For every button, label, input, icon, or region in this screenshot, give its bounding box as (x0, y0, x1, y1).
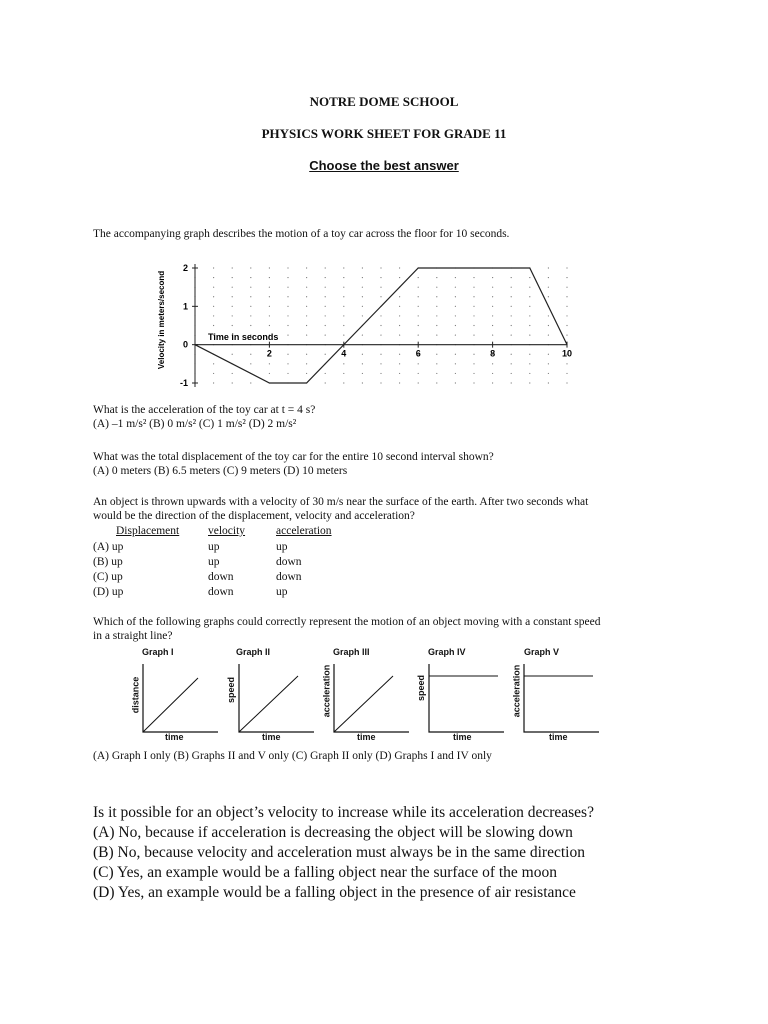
chart-grid-dot (269, 287, 270, 288)
chart-grid-dot (380, 287, 381, 288)
velocity-time-chart (150, 250, 590, 405)
chart-grid-dot (287, 325, 288, 326)
chart-grid-dot (232, 306, 233, 307)
chart-grid-dot (287, 296, 288, 297)
chart-grid-dot (418, 315, 419, 316)
chart-grid-dot (250, 296, 251, 297)
chart-grid-dot (529, 296, 530, 297)
chart-grid-dot (343, 296, 344, 297)
chart-grid-dot (213, 373, 214, 374)
chart-grid-dot (529, 325, 530, 326)
chart-grid-dot (418, 363, 419, 364)
chart-grid-dot (473, 325, 474, 326)
chart-y-tick-label: 2 (182, 263, 188, 273)
chart-grid-dot (566, 277, 567, 278)
q2-row-d-disp: (D) up (93, 586, 124, 598)
chart-grid-dot (548, 296, 549, 297)
chart-grid-dot (492, 296, 493, 297)
chart-grid-dot (529, 287, 530, 288)
chart-grid-dot (306, 277, 307, 278)
chart-grid-dot (213, 287, 214, 288)
chart-grid-dot (250, 287, 251, 288)
chart-y-tick-label: 0 (182, 339, 188, 350)
chart-grid-dot (362, 267, 363, 268)
graph-5-plot (521, 662, 601, 734)
chart-grid-dot (380, 373, 381, 374)
chart-grid-dot (232, 277, 233, 278)
chart-grid-dot (455, 287, 456, 288)
chart-grid-dot (511, 315, 512, 316)
q2-question-line1: An object is thrown upwards with a velocity of 30 m/s near the surface of the earth. After two seconds what (93, 496, 589, 508)
chart-grid-dot (213, 325, 214, 326)
chart-grid-dot (492, 382, 493, 383)
chart-grid-dot (380, 325, 381, 326)
chart-grid-dot (306, 296, 307, 297)
chart-grid-dot (399, 267, 400, 268)
chart-x-tick-label: 10 (561, 348, 573, 359)
chart-grid-dot (492, 325, 493, 326)
chart-grid-dot (436, 315, 437, 316)
chart-grid-dot (269, 296, 270, 297)
chart-grid-dot (232, 315, 233, 316)
chart-grid-dot (548, 325, 549, 326)
chart-grid-dot (473, 287, 474, 288)
chart-grid-dot (566, 306, 567, 307)
chart-grid-dot (492, 363, 493, 364)
q3-question-line2: in a straight line? (93, 630, 173, 642)
chart-grid-dot (213, 277, 214, 278)
chart-grid-dot (250, 325, 251, 326)
chart-grid-dot (343, 277, 344, 278)
chart-grid-dot (473, 382, 474, 383)
chart-grid-dot (529, 334, 530, 335)
q1a-question: What is the acceleration of the toy car at t = 4 s? (93, 404, 316, 416)
chart-grid-dot (566, 334, 567, 335)
chart-grid-dot (529, 277, 530, 278)
chart-grid-dot (343, 315, 344, 316)
chart-grid-dot (492, 287, 493, 288)
chart-grid-dot (473, 315, 474, 316)
q3-question-line1: Which of the following graphs could correctly represent the motion of an object moving with a constant speed (93, 616, 601, 628)
chart-grid-dot (287, 287, 288, 288)
chart-grid-dot (287, 373, 288, 374)
chart-grid-dot (399, 296, 400, 297)
chart-grid-dot (362, 287, 363, 288)
chart-grid-dot (306, 306, 307, 307)
q2-header-displacement: Displacement (116, 525, 180, 537)
chart-grid-dot (380, 296, 381, 297)
chart-grid-dot (343, 363, 344, 364)
chart-grid-dot (325, 315, 326, 316)
q3-options: (A) Graph I only (B) Graphs II and V only (C) Graph II only (D) Graphs I and IV only (93, 750, 492, 762)
chart-grid-dot (548, 315, 549, 316)
chart-grid-dot (492, 334, 493, 335)
chart-grid-dot (511, 296, 512, 297)
chart-grid-dot (287, 315, 288, 316)
chart-grid-dot (380, 315, 381, 316)
chart-grid-dot (473, 296, 474, 297)
chart-grid-dot (455, 296, 456, 297)
chart-grid-dot (213, 363, 214, 364)
chart-grid-dot (250, 354, 251, 355)
chart-grid-dot (362, 363, 363, 364)
graph-5-title: Graph V (524, 647, 560, 657)
chart-x-tick-label: 8 (490, 348, 496, 359)
chart-grid-dot (418, 334, 419, 335)
chart-grid-dot (362, 334, 363, 335)
chart-grid-dot (548, 382, 549, 383)
chart-grid-dot (492, 315, 493, 316)
chart-grid-dot (399, 354, 400, 355)
q1-intro: The accompanying graph describes the motion of a toy car across the floor for 10 seconds. (93, 228, 510, 240)
chart-grid-dot (232, 296, 233, 297)
chart-grid-dot (306, 373, 307, 374)
chart-grid-dot (250, 267, 251, 268)
chart-grid-dot (566, 373, 567, 374)
chart-grid-dot (566, 363, 567, 364)
chart-grid-dot (306, 325, 307, 326)
graph-2-plot (236, 662, 316, 734)
chart-grid-dot (399, 382, 400, 383)
chart-x-tick-label: 2 (266, 348, 272, 359)
q2-row-a-vel: up (208, 541, 220, 553)
chart-grid-dot (399, 373, 400, 374)
graph-4-title: Graph IV (428, 647, 466, 657)
graph-3-title: Graph III (333, 647, 370, 657)
q2-row-c-disp: (C) up (93, 571, 123, 583)
chart-grid-dot (343, 325, 344, 326)
chart-grid-dot (362, 382, 363, 383)
school-name: NOTRE DOME SCHOOL (309, 94, 459, 109)
chart-grid-dot (473, 277, 474, 278)
graph-3-x-label: time (357, 732, 376, 742)
chart-grid-dot (548, 334, 549, 335)
chart-grid-dot (492, 277, 493, 278)
graph-4-y-label: speed (416, 674, 427, 702)
chart-grid-dot (325, 296, 326, 297)
q2-row-b-vel: up (208, 556, 220, 568)
chart-grid-dot (380, 354, 381, 355)
chart-grid-dot (362, 306, 363, 307)
velocity-time-chart-svg (150, 250, 590, 400)
graph-1-x-label: time (165, 732, 184, 742)
chart-grid-dot (250, 315, 251, 316)
chart-grid-dot (232, 325, 233, 326)
chart-grid-dot (455, 277, 456, 278)
chart-grid-dot (399, 363, 400, 364)
chart-grid-dot (399, 325, 400, 326)
chart-grid-dot (380, 277, 381, 278)
chart-grid-dot (436, 334, 437, 335)
q4-option-a: (A) No, because if acceleration is decreasing the object will be slowing down (93, 824, 573, 841)
chart-grid-dot (362, 296, 363, 297)
chart-grid-dot (362, 354, 363, 355)
chart-grid-dot (213, 382, 214, 383)
chart-grid-dot (436, 296, 437, 297)
chart-grid-dot (548, 363, 549, 364)
chart-grid-dot (529, 373, 530, 374)
chart-grid-dot (548, 354, 549, 355)
chart-grid-dot (269, 325, 270, 326)
chart-grid-dot (306, 334, 307, 335)
chart-grid-dot (436, 373, 437, 374)
chart-grid-dot (380, 334, 381, 335)
chart-grid-dot (511, 354, 512, 355)
graph-4-plot (426, 662, 506, 734)
q2-question-line2: would be the direction of the displacement, velocity and acceleration? (93, 510, 415, 522)
chart-grid-dot (511, 334, 512, 335)
chart-grid-dot (213, 267, 214, 268)
chart-grid-dot (436, 325, 437, 326)
chart-grid-dot (399, 315, 400, 316)
chart-y-axis-label: Velocity in meters/second (157, 270, 166, 370)
chart-grid-dot (343, 267, 344, 268)
chart-grid-dot (548, 267, 549, 268)
chart-grid-dot (473, 334, 474, 335)
chart-grid-dot (455, 382, 456, 383)
chart-grid-dot (399, 306, 400, 307)
chart-grid-dot (473, 306, 474, 307)
q2-row-d-vel: down (208, 586, 234, 598)
chart-grid-dot (529, 306, 530, 307)
chart-grid-dot (511, 325, 512, 326)
graph-2-title: Graph II (236, 647, 271, 657)
graph-2-x-label: time (262, 732, 281, 742)
chart-grid-dot (287, 354, 288, 355)
chart-grid-dot (436, 287, 437, 288)
chart-grid-dot (343, 334, 344, 335)
chart-grid-dot (232, 267, 233, 268)
chart-grid-dot (455, 334, 456, 335)
chart-grid-dot (548, 373, 549, 374)
chart-grid-dot (269, 277, 270, 278)
chart-grid-dot (418, 287, 419, 288)
chart-grid-dot (250, 363, 251, 364)
chart-grid-dot (269, 363, 270, 364)
chart-grid-dot (325, 354, 326, 355)
chart-x-axis-label: Time in seconds (208, 332, 279, 342)
q1b-options: (A) 0 meters (B) 6.5 meters (C) 9 meters (D) 10 meters (93, 465, 348, 477)
chart-grid-dot (287, 277, 288, 278)
chart-grid-dot (473, 373, 474, 374)
chart-grid-dot (325, 382, 326, 383)
chart-grid-dot (325, 325, 326, 326)
q2-header-velocity: velocity (208, 525, 246, 537)
graph-3-plot (331, 662, 411, 734)
chart-grid-dot (343, 382, 344, 383)
chart-grid-dot (418, 382, 419, 383)
q1a-options: (A) –1 m/s² (B) 0 m/s² (C) 1 m/s² (D) 2 m/s² (93, 418, 297, 430)
chart-y-tick-label: 1 (182, 301, 188, 312)
chart-grid-dot (455, 306, 456, 307)
chart-grid-dot (418, 296, 419, 297)
chart-grid-dot (529, 382, 530, 383)
chart-grid-dot (418, 277, 419, 278)
chart-grid-dot (455, 325, 456, 326)
q2-header-acceleration: acceleration (276, 525, 332, 537)
chart-grid-dot (306, 363, 307, 364)
chart-grid-dot (455, 363, 456, 364)
chart-grid-dot (436, 277, 437, 278)
chart-y-tick-label: -1 (179, 378, 188, 388)
chart-grid-dot (473, 354, 474, 355)
chart-grid-dot (436, 306, 437, 307)
chart-grid-dot (511, 277, 512, 278)
chart-x-tick-label: 6 (415, 348, 421, 359)
chart-grid-dot (325, 306, 326, 307)
chart-grid-dot (362, 277, 363, 278)
chart-grid-dot (269, 315, 270, 316)
graph-5-y-label: acceleration (511, 664, 522, 718)
chart-grid-dot (436, 363, 437, 364)
chart-grid-dot (511, 287, 512, 288)
chart-grid-dot (511, 363, 512, 364)
chart-grid-dot (343, 287, 344, 288)
chart-grid-dot (269, 306, 270, 307)
chart-grid-dot (380, 382, 381, 383)
q2-row-c-acc: down (276, 571, 302, 583)
chart-grid-dot (269, 267, 270, 268)
q4-option-b: (B) No, because velocity and acceleration must always be in the same direction (93, 844, 585, 861)
chart-grid-dot (548, 287, 549, 288)
chart-grid-dot (306, 315, 307, 316)
instruction: Choose the best answer (309, 158, 459, 173)
graph-3-y-label: acceleration (321, 664, 332, 718)
chart-grid-dot (418, 373, 419, 374)
chart-grid-dot (529, 363, 530, 364)
chart-grid-dot (325, 334, 326, 335)
chart-grid-dot (455, 354, 456, 355)
q2-row-d-acc: up (276, 586, 288, 598)
chart-grid-dot (287, 363, 288, 364)
chart-grid-dot (213, 296, 214, 297)
chart-grid-dot (511, 306, 512, 307)
chart-grid-dot (362, 373, 363, 374)
q2-row-b-disp: (B) up (93, 556, 123, 568)
q1b-question: What was the total displacement of the toy car for the entire 10 second interval shown? (93, 451, 494, 463)
q2-row-a-acc: up (276, 541, 288, 553)
chart-grid-dot (566, 382, 567, 383)
chart-grid-dot (380, 267, 381, 268)
chart-grid-dot (566, 296, 567, 297)
q4-option-c: (C) Yes, an example would be a falling object near the surface of the moon (93, 864, 557, 881)
chart-grid-dot (492, 306, 493, 307)
chart-grid-dot (399, 334, 400, 335)
chart-grid-dot (492, 373, 493, 374)
chart-grid-dot (418, 306, 419, 307)
q2-row-b-acc: down (276, 556, 302, 568)
graph-2-y-label: speed (226, 676, 237, 704)
q4-question: Is it possible for an object’s velocity to increase while its acceleration decreases? (93, 804, 594, 821)
chart-grid-dot (399, 277, 400, 278)
graph-1-title: Graph I (142, 647, 174, 657)
chart-grid-dot (566, 287, 567, 288)
chart-grid-dot (325, 287, 326, 288)
chart-grid-dot (343, 306, 344, 307)
chart-grid-dot (418, 325, 419, 326)
q4-option-d: (D) Yes, an example would be a falling object in the presence of air resistance (93, 884, 576, 901)
chart-grid-dot (362, 315, 363, 316)
chart-grid-dot (343, 373, 344, 374)
chart-grid-dot (232, 373, 233, 374)
chart-grid-dot (325, 277, 326, 278)
graph-4-x-label: time (453, 732, 472, 742)
chart-grid-dot (548, 277, 549, 278)
chart-grid-dot (511, 382, 512, 383)
chart-grid-dot (287, 334, 288, 335)
chart-grid-dot (325, 267, 326, 268)
chart-grid-dot (250, 306, 251, 307)
chart-grid-dot (529, 354, 530, 355)
chart-grid-dot (511, 373, 512, 374)
chart-grid-dot (566, 325, 567, 326)
chart-grid-dot (306, 267, 307, 268)
chart-grid-dot (436, 382, 437, 383)
chart-grid-dot (473, 363, 474, 364)
chart-grid-dot (529, 315, 530, 316)
chart-grid-dot (232, 287, 233, 288)
chart-grid-dot (566, 267, 567, 268)
chart-grid-dot (213, 306, 214, 307)
chart-ticks (180, 263, 572, 388)
chart-grid-dot (232, 382, 233, 383)
chart-grid-dot (287, 306, 288, 307)
q2-row-a-disp: (A) up (93, 541, 124, 553)
chart-grid-dot (213, 315, 214, 316)
chart-grid-dot (306, 354, 307, 355)
q2-row-c-vel: down (208, 571, 234, 583)
chart-grid (194, 267, 567, 383)
chart-x-tick-label: 4 (341, 348, 347, 359)
chart-grid-dot (455, 373, 456, 374)
chart-grid-dot (250, 382, 251, 383)
graph-5-x-label: time (549, 732, 568, 742)
chart-grid-dot (250, 277, 251, 278)
chart-grid-dot (269, 373, 270, 374)
chart-grid-dot (566, 315, 567, 316)
chart-grid-dot (232, 354, 233, 355)
graph-1-y-label: distance (130, 676, 141, 714)
chart-grid-dot (436, 354, 437, 355)
chart-grid-dot (325, 373, 326, 374)
worksheet-title: PHYSICS WORK SHEET FOR GRADE 11 (261, 126, 507, 141)
chart-grid-dot (287, 267, 288, 268)
chart-grid-dot (380, 363, 381, 364)
chart-grid-dot (455, 315, 456, 316)
chart-grid-dot (306, 287, 307, 288)
graph-1-plot (140, 662, 220, 734)
